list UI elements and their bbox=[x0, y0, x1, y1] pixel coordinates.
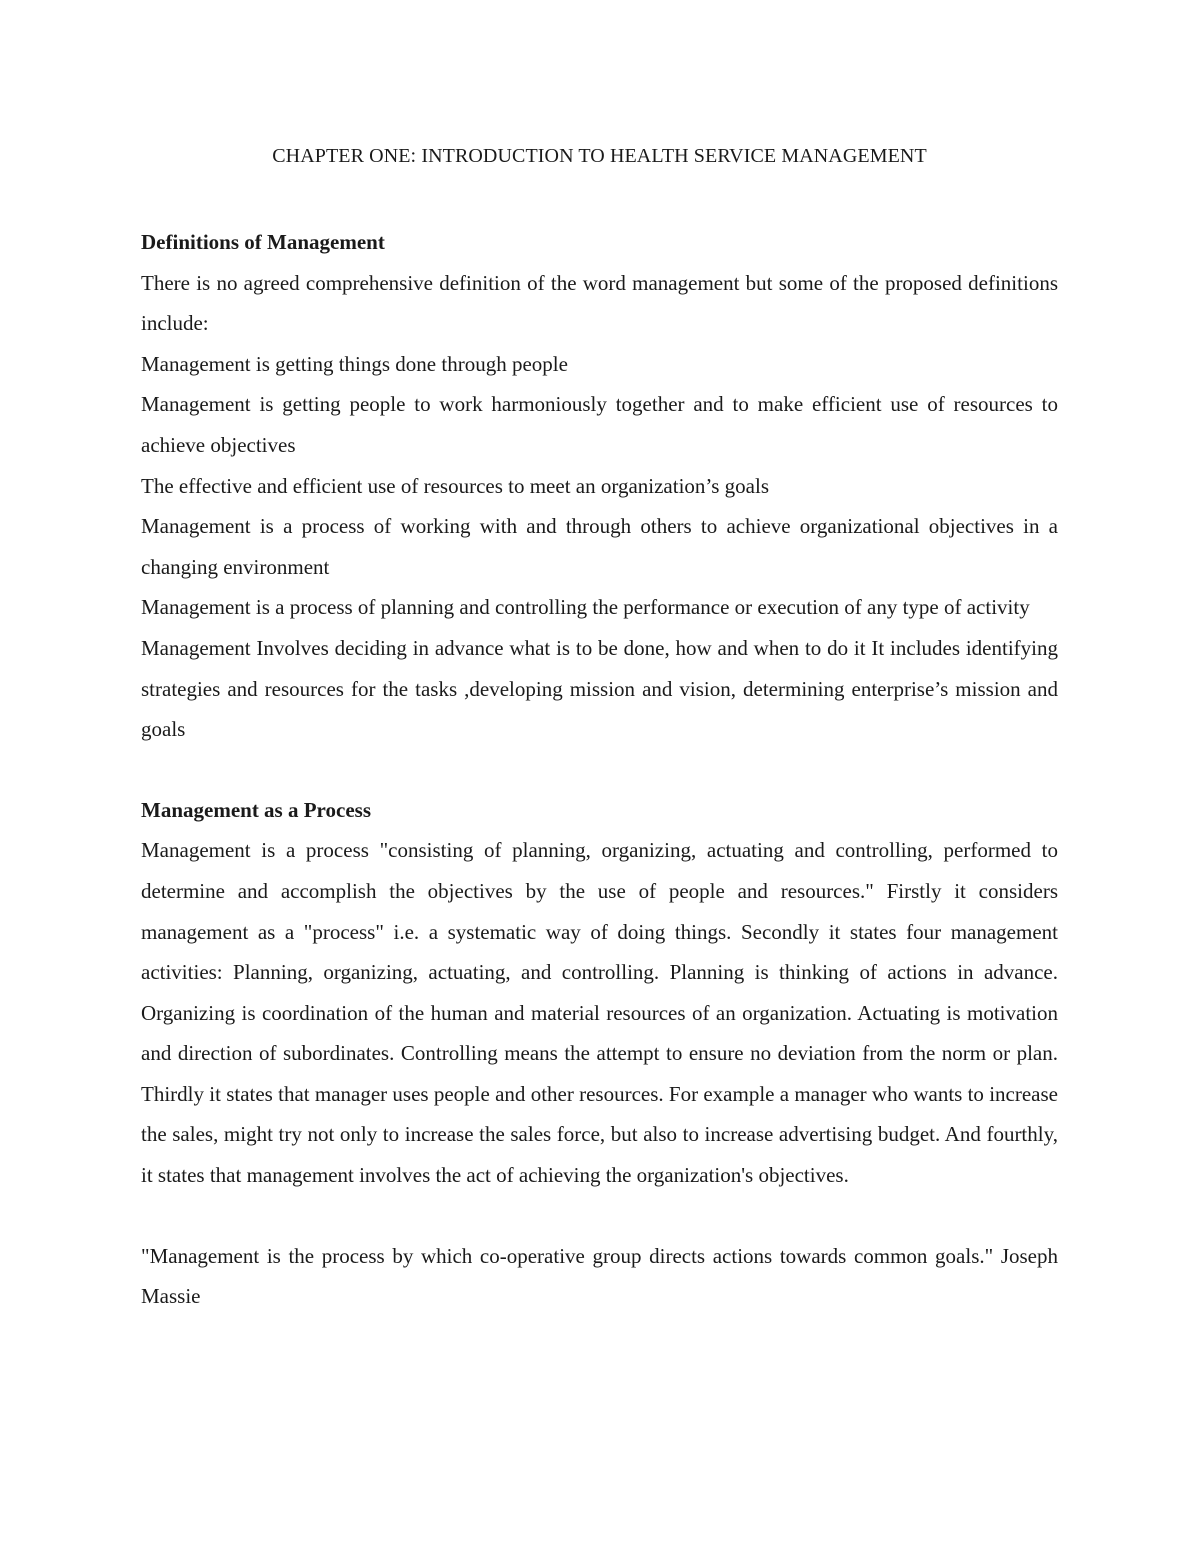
process-body-paragraph: Management is a process "consisting of planning, organizing, actuating and controlling, performed to determine and accomplish the objectives by the use of people and resources." Firstly it considers management as a "process" i.e. a systematic way of doing things. Secondly it states four management activities: Planning, organizing, actuating, and controlling. Planning is thinking of actions in advance. Organizing is coordination of the human and material resources of an organization. Actuating is motivation and direction of subordinates. Controlling means the attempt to ensure no deviation from the norm or plan. Thirdly it states that manager uses people and other resources. For example a manager who wants to increase the sales, might try not only to increase the sales force, but also to increase advertising budget. And fourthly, it states that management involves the act of achieving the organization's objectives. bbox=[141, 838, 1058, 1188]
spacer bbox=[141, 750, 1058, 790]
spacer bbox=[141, 1196, 1058, 1236]
definition-item: Management Involves deciding in advance what is to be done, how and when to do it It includes identifying strategies and resources for the tasks ,developing mission and vision, determining enterprise’s mission and goals bbox=[141, 635, 1058, 742]
definitions-intro: There is no agreed comprehensive definition of the word management but some of the proposed definitions include: bbox=[141, 270, 1058, 336]
spacer bbox=[141, 171, 1058, 222]
definition-item: Management is a process of working with and through others to achieve organizational objectives in a changing environment bbox=[141, 514, 1058, 579]
section-heading-process: Management as a Process bbox=[141, 797, 371, 822]
definition-item: Management is getting things done through people bbox=[141, 351, 568, 376]
definition-item: Management is a process of planning and controlling the performance or execution of any type of activity bbox=[141, 595, 1030, 620]
massie-quote: "Management is the process by which co-operative group directs actions towards common goals." Joseph Massie bbox=[141, 1243, 1058, 1309]
definition-item: The effective and efficient use of resources to meet an organization’s goals bbox=[141, 473, 770, 498]
chapter-title: CHAPTER ONE: INTRODUCTION TO HEALTH SERVICE MANAGEMENT bbox=[272, 145, 927, 167]
definition-item: Management is getting people to work harmoniously together and to make efficient use of resources to achieve objectives bbox=[141, 392, 1058, 457]
document-page bbox=[141, 142, 1058, 1317]
section-heading-definitions: Definitions of Management bbox=[141, 230, 385, 254]
